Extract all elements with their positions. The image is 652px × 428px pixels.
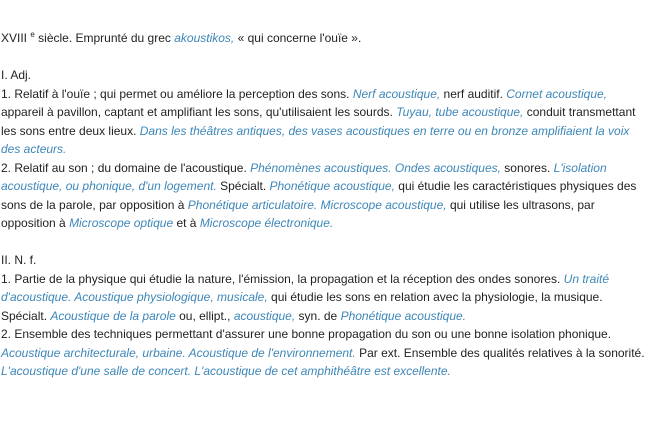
example: L'isolation acoustique, ou phonique, d'un logement. <box>1 160 607 193</box>
definition-text: conduit transmettant les sons entre deux lieux. <box>1 105 636 138</box>
definition-text: sonores. <box>500 160 554 175</box>
definition-number: 2. <box>1 160 15 175</box>
definition-text: qui utilise les ultrasons, par opposition à <box>1 197 595 230</box>
example: Un traité d'acoustique. Acoustique physiologique, musicale, <box>1 271 610 304</box>
spacer <box>1 233 649 252</box>
example: Tuyau, tube acoustique, <box>396 105 524 119</box>
example: Dans les théâtres antiques, des vases acoustiques en terre ou en bronze amplifiaient la voix des acteurs. <box>1 123 630 156</box>
definition-text: Relatif à l'ouïe ; qui permet ou améliore la perception des sons. <box>14 86 353 101</box>
definition-text: appareil à pavillon, captant et amplifiant les sons, qu'utilisaient les sourds. <box>1 105 397 119</box>
example: Phénomènes acoustiques. Ondes acoustiques, <box>250 160 501 175</box>
definition-number: 1. <box>1 86 15 101</box>
section-heading-adjective: I. Adj. <box>1 68 32 82</box>
example: Phonétique acoustique, <box>269 179 395 193</box>
example: Acoustique architecturale, urbaine. Acoustique de l'environnement. <box>1 345 356 360</box>
example: Phonétique acoustique. <box>340 308 466 323</box>
example: Cornet acoustique, <box>506 86 607 101</box>
definition-number: 2. <box>1 327 15 341</box>
definition-text: Ensemble des techniques permettant d'assurer une bonne propagation du son ou une bonne isolation phonique. <box>14 327 612 341</box>
definition-text: syn. de <box>295 308 341 323</box>
dictionary-entry <box>1 29 649 381</box>
greek-word: akoustikos, <box>174 31 235 45</box>
etymology-gloss: « qui concerne l'ouïe ». <box>234 31 362 45</box>
definition-1-noun <box>1 270 649 326</box>
etymology <box>1 29 649 48</box>
spacer <box>1 48 649 67</box>
definition-text: Par ext. Ensemble des qualités relatives à la sonorité. <box>355 345 645 360</box>
definition-text: qui étudie les sons en relation avec la physiologie, la musique. Spécialt. <box>1 290 603 323</box>
example: Nerf acoustique, <box>352 86 441 101</box>
definition-2-adjective <box>1 159 649 233</box>
etymology-century-suffix: e <box>30 30 35 39</box>
example: Acoustique de la parole <box>50 308 176 323</box>
example: Phonétique articulatoire. Microscope acoustique, <box>187 197 447 212</box>
definition-text: ou, ellipt., <box>175 308 234 323</box>
etymology-text: siècle. Emprunté du grec <box>34 31 175 45</box>
definition-1-adjective <box>1 85 649 159</box>
definition-2-noun <box>1 325 649 381</box>
definition-text: Partie de la physique qui étudie la nature, l'émission, la propagation et la réception des ondes sonores. <box>14 271 564 286</box>
example: L'acoustique d'une salle de concert. L'acoustique de cet amphithéâtre est excellente. <box>1 364 451 378</box>
example: Microscope optique <box>69 216 174 230</box>
example: acoustique, <box>233 308 296 323</box>
definition-text: qui étudie les caractéristiques physiques des sons de la parole, par opposition à <box>1 179 637 212</box>
definition-text: Spécialt. <box>216 179 270 193</box>
definition-text: et à <box>173 216 200 230</box>
section-heading-noun: II. N. f. <box>1 253 37 267</box>
definition-text: Relatif au son ; du domaine de l'acoustique. <box>14 160 251 175</box>
definition-text: nerf auditif. <box>440 86 507 101</box>
example: Microscope électronique. <box>199 216 334 230</box>
etymology-century: XVIII <box>1 31 28 45</box>
definition-number: 1. <box>1 271 15 286</box>
